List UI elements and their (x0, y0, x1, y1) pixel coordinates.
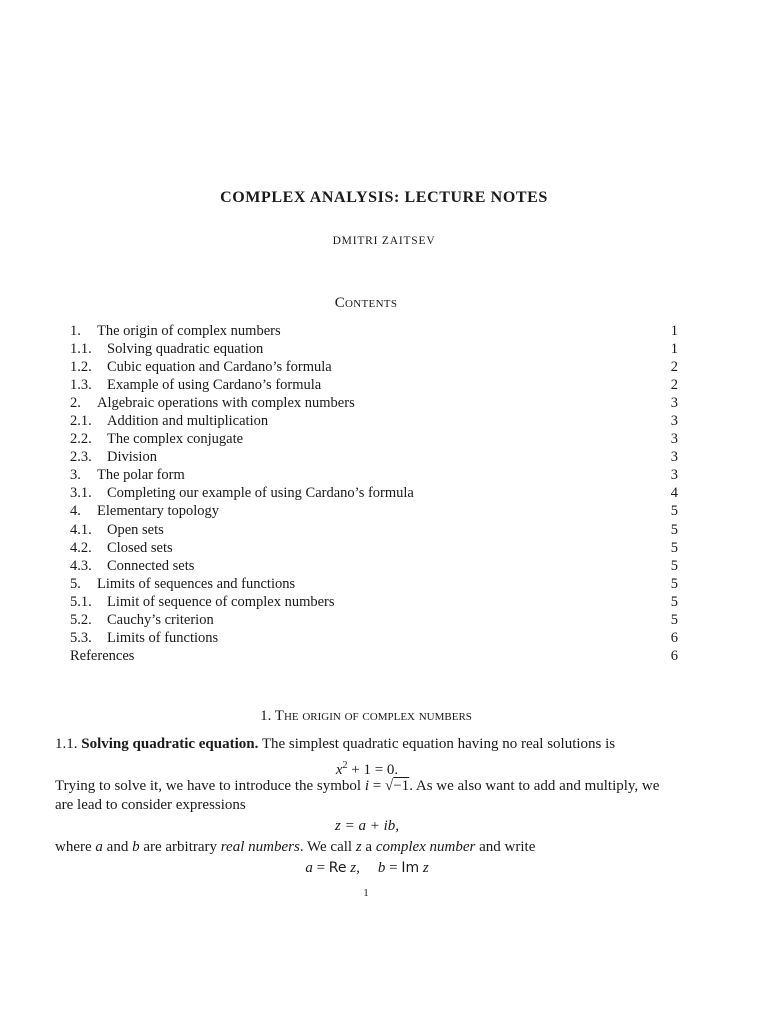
toc-entry-label-group (70, 593, 335, 611)
sqrt-radicand: −1 (393, 778, 410, 794)
equation-quadratic (55, 754, 679, 777)
toc-entry[interactable] (70, 502, 678, 520)
toc-entry-number: 1. (70, 323, 81, 339)
paragraph-text: a (361, 839, 376, 855)
math-op: = (369, 778, 385, 794)
toc-entry[interactable] (70, 557, 678, 575)
section-body (55, 735, 679, 880)
toc-entry-number: 5.1. (70, 593, 92, 610)
toc-entry-label-group (70, 394, 355, 412)
toc-entry-label: The polar form (97, 467, 185, 484)
toc-entry-label: Algebraic operations with complex numbers (97, 395, 355, 412)
page-number: 1 (363, 887, 369, 899)
toc-entry-page: 6 (670, 629, 678, 646)
toc-entry[interactable] (70, 448, 678, 466)
toc-entry-label-group (70, 466, 185, 484)
toc-entry-label-group (70, 611, 214, 629)
paragraph-text: and (102, 839, 133, 855)
toc-entry-number: 1.2. (70, 359, 92, 376)
toc-entry-page: 1 (670, 341, 678, 358)
paragraph-text: . We call (299, 839, 356, 855)
toc-entry-number: 2. (70, 395, 81, 412)
eq-op: = (385, 860, 402, 876)
toc-entry-label-group (70, 448, 157, 466)
toc-entry-label: Completing our example of using Cardano’s formula (107, 485, 414, 502)
toc-entry-page: 2 (670, 377, 678, 394)
eq-var: z, (346, 860, 360, 876)
toc-entry[interactable] (70, 539, 678, 557)
toc-entry[interactable] (70, 412, 678, 430)
toc-entry[interactable] (70, 575, 678, 593)
toc-entry-label: Example of using Cardano’s formula (107, 377, 322, 394)
toc-entry[interactable] (70, 611, 678, 629)
section-heading: 1. The origin of complex numbers (260, 708, 472, 724)
emphasis-text: real numbers (220, 839, 300, 855)
toc-entry-label-group (70, 521, 164, 539)
toc-entry-label: Connected sets (107, 557, 195, 574)
toc-entry-page: 5 (670, 521, 678, 538)
toc-entry-number: 4. (70, 503, 81, 520)
toc-entry-label-group (70, 484, 414, 502)
eq-rest: + 1 = 0. (347, 762, 399, 778)
table-of-contents (70, 322, 678, 665)
toc-entry-page: 3 (670, 431, 678, 448)
subsection-title: Solving quadratic equation. (81, 736, 259, 752)
toc-entry-page: 3 (670, 449, 678, 466)
toc-entry-number: 4.1. (70, 521, 92, 538)
toc-entry-page: 5 (670, 575, 678, 592)
eq-re: Re (328, 860, 347, 876)
contents-heading: Contents (334, 295, 398, 311)
toc-entry[interactable] (70, 521, 678, 539)
toc-entry-label-group (70, 502, 219, 520)
document-author: DMITRI ZAITSEV (332, 235, 436, 247)
toc-entry-label: Limits of functions (107, 629, 219, 646)
toc-entry-page: 3 (670, 413, 678, 430)
math-var: b (132, 839, 140, 855)
toc-entry-label: Division (107, 449, 157, 466)
paragraph (55, 735, 679, 754)
toc-entry-number: 1.3. (70, 377, 92, 394)
toc-entry-page: 5 (670, 539, 678, 556)
toc-entry[interactable] (70, 484, 678, 502)
toc-entry-page: 6 (670, 647, 678, 664)
equation-re-im (55, 857, 679, 880)
toc-entry-label-group (70, 629, 218, 647)
document-title: COMPLEX ANALYSIS: LECTURE NOTES (220, 189, 548, 206)
toc-entry-label: Cubic equation and Cardano’s formula (107, 359, 332, 376)
toc-entry-number: 3.1. (70, 485, 92, 502)
equation-complex: z = a + ib, (335, 818, 399, 834)
toc-entry-number: 5. (70, 575, 81, 592)
toc-entry-page: 5 (670, 611, 678, 628)
emphasis-text: complex number (375, 839, 476, 855)
eq-var: z (419, 860, 429, 876)
eq-im: Im (401, 860, 420, 876)
toc-entry-label-group (70, 358, 332, 376)
math-var: z (355, 839, 362, 855)
toc-entry[interactable] (70, 358, 678, 376)
toc-entry[interactable] (70, 340, 678, 358)
toc-entry-label: Addition and multiplication (107, 413, 269, 430)
eq-exponent: 2 (342, 760, 348, 771)
toc-entry-label: Solving quadratic equation (107, 341, 264, 358)
toc-entry-label: Limits of sequences and functions (97, 575, 296, 592)
toc-entry-label: Closed sets (107, 539, 173, 556)
toc-entry-label: References (70, 647, 135, 664)
toc-entry-number: 3. (70, 467, 81, 484)
toc-entry-label: Cauchy’s criterion (107, 611, 214, 628)
toc-entry-number: 2.3. (70, 449, 92, 466)
toc-entry[interactable] (70, 394, 678, 412)
toc-entry-label-group (70, 322, 281, 340)
toc-entry-label: Open sets (107, 521, 164, 538)
toc-entry-page: 5 (670, 557, 678, 574)
math-var: i (364, 778, 370, 794)
eq-var: b (377, 860, 386, 876)
toc-entry[interactable] (70, 322, 678, 340)
toc-entry-label: Limit of sequence of complex numbers (107, 593, 335, 610)
paragraph-text: The simplest quadratic equation having no real solutions is (261, 736, 616, 752)
toc-entry[interactable] (70, 647, 678, 665)
eq-var: x (335, 762, 343, 778)
paragraph (55, 838, 679, 857)
paragraph-text: are arbitrary (139, 839, 221, 855)
toc-entry-label-group (70, 412, 268, 430)
toc-entry-page: 1 (670, 323, 678, 339)
toc-entry-label: Elementary topology (97, 503, 220, 520)
sqrt-symbol: √ (384, 778, 394, 794)
toc-entry-number: 4.3. (70, 557, 92, 574)
toc-entry-page: 5 (670, 593, 678, 610)
math-var: a (95, 839, 103, 855)
subsection-number: 1.1. (55, 736, 78, 752)
toc-entry-page: 3 (670, 467, 678, 484)
toc-entry-label-group (70, 647, 134, 665)
toc-entry-page: 4 (670, 485, 678, 502)
toc-entry[interactable] (70, 376, 678, 394)
paragraph (55, 777, 679, 815)
eq-var: a (305, 860, 313, 876)
paragraph-text: . As we also want to add and multiply, we are lead to consider expressions (55, 778, 660, 813)
toc-entry-number: 1.1. (70, 341, 92, 358)
toc-entry[interactable] (70, 629, 678, 647)
toc-entry-label: The origin of complex numbers (97, 323, 281, 339)
toc-entry-label-group (70, 376, 321, 394)
toc-entry-label-group (70, 575, 295, 593)
toc-entry-label-group (70, 340, 263, 358)
toc-entry-label-group (70, 557, 194, 575)
toc-entry-number: 5.3. (70, 629, 92, 646)
toc-entry-number: 2.1. (70, 413, 92, 430)
toc-entry[interactable] (70, 466, 678, 484)
toc-entry[interactable] (70, 593, 678, 611)
toc-entry-number: 5.2. (70, 611, 92, 628)
paragraph-text: Trying to solve it, we have to introduce the symbol (55, 778, 365, 794)
toc-entry-number: 4.2. (70, 539, 92, 556)
toc-entry-label: The complex conjugate (107, 431, 244, 448)
toc-entry-number: 2.2. (70, 431, 92, 448)
toc-entry-page: 2 (670, 359, 678, 376)
toc-entry[interactable] (70, 430, 678, 448)
toc-entry-label-group (70, 539, 173, 557)
paragraph-text: and write (475, 839, 536, 855)
toc-entry-label-group (70, 430, 243, 448)
paragraph-text: where (55, 839, 96, 855)
eq-op: = (312, 860, 329, 876)
toc-entry-page: 3 (670, 395, 678, 412)
toc-entry-page: 5 (670, 503, 678, 520)
